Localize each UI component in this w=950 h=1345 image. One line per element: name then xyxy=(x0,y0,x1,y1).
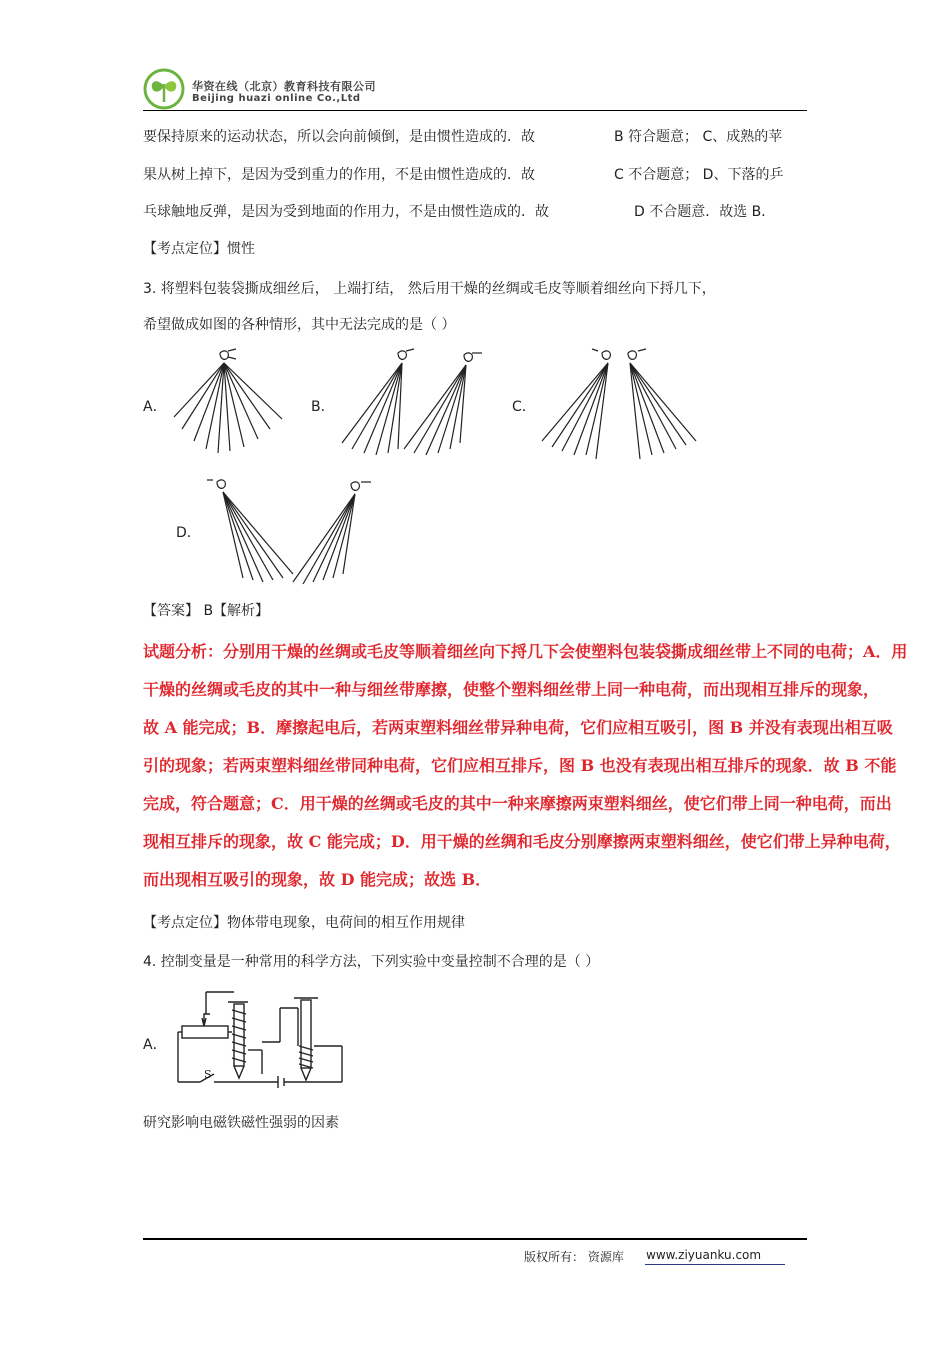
footer-label: 版权所有： 资源库 xyxy=(524,1250,624,1264)
q3-stem-line-1: 3. 将塑料包装袋撕成细丝后， 上端打结， 然后用干燥的丝绸或毛皮等顺着细丝向下捋几下， xyxy=(143,281,716,297)
footer-url-underline xyxy=(645,1264,785,1265)
q3-option-d-label: D． xyxy=(176,525,201,541)
footer-divider xyxy=(143,1238,807,1240)
header-divider xyxy=(143,110,807,111)
q3-option-a-label: A． xyxy=(143,399,167,415)
q3-option-b-label: B． xyxy=(311,399,335,415)
prev-line-3-right: D 不合题意．故选 B． xyxy=(634,204,776,220)
q3-analysis-line-4: 引的现象；若两束塑料细丝带同种电荷，它们应相互排斥，图 B 也没有表现出相互排斥的现象．故 B 不能 xyxy=(143,756,897,775)
footer-url[interactable]: www.ziyuanku.com xyxy=(646,1248,762,1262)
q3-figure-a xyxy=(172,345,292,459)
q3-analysis-line-1: 试题分析：分别用干燥的丝绸或毛皮等顺着细丝向下捋几下会使塑料包装袋撕成细丝带上不同的电荷；A．用 xyxy=(143,642,908,661)
q3-figure-b xyxy=(338,345,490,461)
q3-kaodian: 【考点定位】物体带电现象，电荷间的相互作用规律 xyxy=(143,915,465,931)
prev-kaodian: 【考点定位】惯性 xyxy=(143,241,255,257)
q4-option-a-label: A． xyxy=(143,1037,167,1053)
q3-analysis-line-5: 完成，符合题意；C．用干燥的丝绸或毛皮的其中一种来摩擦两束塑料细丝，使它们带上同一种电荷，而出 xyxy=(143,794,892,813)
q3-stem-line-2: 希望做成如图的各种情形，其中无法完成的是（ ） xyxy=(143,317,456,333)
q3-analysis-line-3: 故 A 能完成；B．摩擦起电后，若两束塑料细丝带异种电荷，它们应相互吸引，图 B 并没有表现出相互吸 xyxy=(143,718,893,737)
q4-stem: 4. 控制变量是一种常用的科学方法，下列实验中变量控制不合理的是（ ） xyxy=(143,954,600,970)
prev-line-3-left: 乓球触地反弹，是因为受到地面的作用力，不是由惯性造成的．故 xyxy=(143,204,549,220)
q3-analysis-line-7: 而出现相互吸引的现象，故 D 能完成；故选 B． xyxy=(143,870,492,889)
q4-circuit-figure xyxy=(170,988,350,1092)
q3-analysis-line-6: 现相互排斥的现象，故 C 能完成；D．用干燥的丝绸和毛皮分别摩擦两束塑料细丝，使它们带上异种电荷， xyxy=(143,832,901,851)
q4-caption: 研究影响电磁铁磁性强弱的因素 xyxy=(143,1115,339,1131)
q3-answer: 【答案】 B【解析】 xyxy=(143,603,270,619)
company-logo xyxy=(143,68,185,110)
prev-line-1-right: B 符合题意； C、成熟的苹 xyxy=(614,129,783,145)
prev-line-2-right: C 不合题意； D、下落的乒 xyxy=(614,167,784,183)
company-name-cn: 华资在线（北京）教育科技有限公司 xyxy=(192,80,376,93)
q3-figure-d xyxy=(205,474,380,590)
q3-option-c-label: C． xyxy=(512,399,536,415)
prev-line-2-left: 果从树上掉下，是因为受到重力的作用，不是由惯性造成的．故 xyxy=(143,167,535,183)
circuit-switch-label: S xyxy=(204,1068,212,1081)
q3-analysis-line-2: 干燥的丝绸或毛皮的其中一种与细丝带摩擦，使整个塑料细丝带上同一种电荷，而出现相互排斥的现象， xyxy=(143,680,880,699)
company-name-en: Beijing huazi online Co.,Ltd xyxy=(192,93,361,104)
q3-figure-c xyxy=(540,345,698,465)
prev-line-1-left: 要保持原来的运动状态，所以会向前倾倒，是由惯性造成的．故 xyxy=(143,129,535,145)
